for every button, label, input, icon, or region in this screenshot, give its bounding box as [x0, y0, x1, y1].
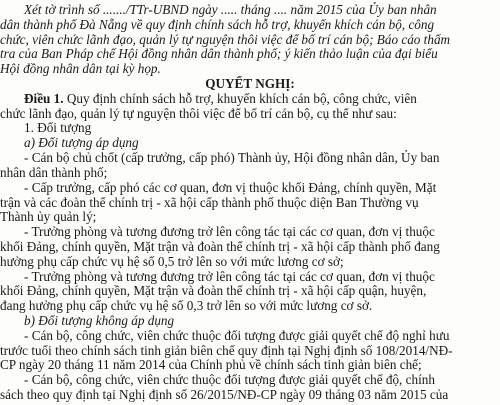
article-1-label: Điều 1.	[24, 90, 64, 106]
article-1-line-1	[0, 91, 500, 107]
a-item-1-line-2: nhân dân thành phố;	[0, 164, 108, 180]
a-item-2-line-1: - Cấp trưởng, cấp phó các cơ quan, đơn vị thuộc khối Đảng, chính quyền, Mặt	[24, 179, 437, 195]
preamble-line-2: dân thành phố Đà Nẵng về quy định chính sách hỗ trợ, khuyến khích cán bộ, công	[0, 16, 435, 32]
a-item-3-line-1: - Trưởng phòng và tương đương trở lên công tác tại các cơ quan, đơn vị thuộc	[24, 224, 435, 240]
b-item-2-line-1: - Cán bộ, công chức, viên chức thuộc đối tượng được giải quyết chế độ, chính	[24, 372, 435, 388]
a-item-1-line-1: - Cán bộ chủ chốt (cấp trưởng, cấp phó) Thành ủy, Hội đồng nhân dân, Ủy ban	[24, 150, 440, 166]
preamble-line-1: Xét tờ trình số ......./TTr-UBND ngày ..... tháng .... năm 2015 của Ủy ban nhân	[24, 2, 437, 17]
preamble-line-5: Hội đồng nhân dân tại kỳ họp.	[0, 61, 161, 77]
a-item-4-line-2: khối Đảng, chính quyền, Mặt trận và đoàn thể chính trị - xã hội cấp quận, huyện,	[0, 283, 427, 299]
resolution-heading: QUYẾT NGHỊ:	[205, 76, 295, 92]
article-1-line-2: chức lãnh đạo, quản lý tự nguyện thôi việc để bố trí cán bộ, cụ thể như sau:	[0, 105, 397, 121]
b-item-2-line-2: sách theo quy định tại Nghị định số 26/2015/NĐ-CP ngày 09 tháng 03 năm 2015 của	[0, 387, 449, 402]
a-item-3-line-3: hưởng phụ cấp chức vụ hệ số 0,5 trở lên so với mức lương cơ sở;	[0, 253, 344, 269]
b-item-1-line-1: - Cán bộ, công chức, viên chức thuộc đối tượng được giải quyết chế độ nghỉ hưu	[24, 327, 450, 343]
b-item-1-line-3: CP ngày 20 tháng 11 năm 2014 của Chính phủ về chính sách tinh giản biên chế;	[0, 357, 422, 373]
a-item-2-line-2: trận và các đoàn thể chính trị - xã hội cấp thành phố thuộc diện Ban Thường vụ	[0, 194, 419, 210]
section-1-title: 1. Đối tượng	[24, 120, 92, 136]
preamble-line-4: tra của Ban Pháp chế Hội đồng nhân dân thành phố; ý kiến thảo luận của đại biểu	[0, 46, 438, 62]
a-item-4-line-1: - Trưởng phòng và tương đương trở lên công tác tại các cơ quan, đơn vị thuộc	[24, 268, 435, 284]
subsection-b-title: b) Đối tượng không áp dụng	[24, 312, 175, 328]
article-1-text: Quy định chính sách hỗ trợ, khuyến khích cán bộ, công chức, viên	[63, 90, 417, 106]
a-item-3-line-2: khối Đảng, chính quyền, Mặt trận và đoàn thể chính trị - xã hội cấp thành phố đang	[0, 238, 440, 254]
preamble-line-3: chức, viên chức lãnh đạo, quản lý tự nguyện thôi việc để bố trí cán bộ; Báo cáo thẩm	[0, 31, 451, 47]
a-item-4-line-3: đang hưởng phụ cấp chức vụ hệ số 0,3 trở lên so với mức lương cơ sở.	[0, 298, 373, 314]
subsection-a-title: a) Đối tượng áp dụng	[24, 135, 139, 151]
a-item-2-line-3: Thành ủy quản lý;	[0, 209, 97, 225]
b-item-1-line-2: trước tuổi theo chính sách tinh giản biên chế quy định tại Nghị định số 108/2014/NĐ-	[0, 342, 453, 358]
